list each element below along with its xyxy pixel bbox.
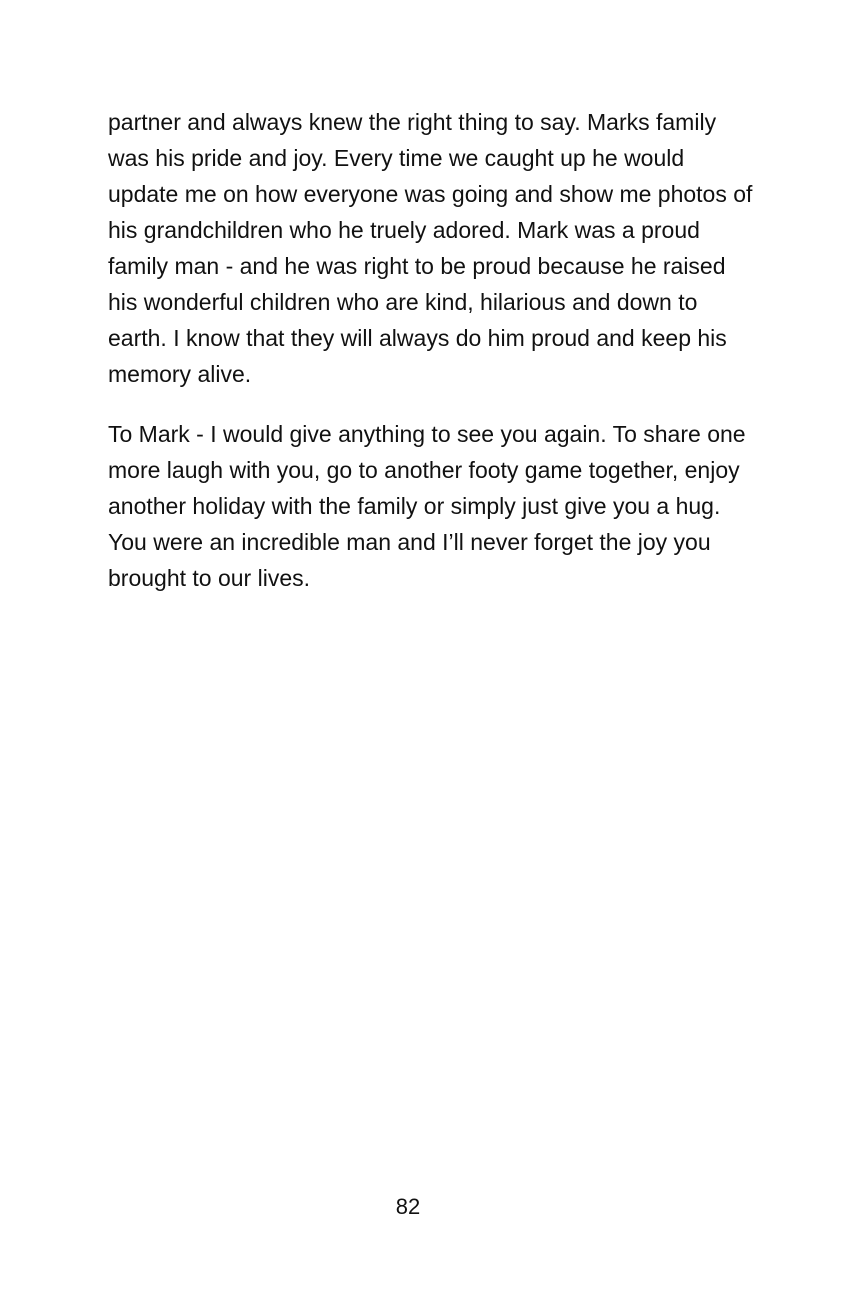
paragraph-1: partner and always knew the right thing to say. Marks family was his pride and joy. Every time we caught up he would update me on how everyone was going and show me photos of his grandchildren who he truely adored. Mark was a proud family man - and he was right to be proud because he raised his wonderful children who are kind, hilarious and down to earth. I know that they will always do him proud and keep his memory alive. [108,109,753,387]
paragraph-2: To Mark - I would give anything to see you again. To share one more laugh with you, go to another footy game together, enjoy another holiday with the family or simply just give you a hug. You were an incredible man and I’ll never forget the joy you brought to our lives. [108,421,746,591]
page-number: 82 [395,1194,421,1219]
body-text [108,104,760,596]
